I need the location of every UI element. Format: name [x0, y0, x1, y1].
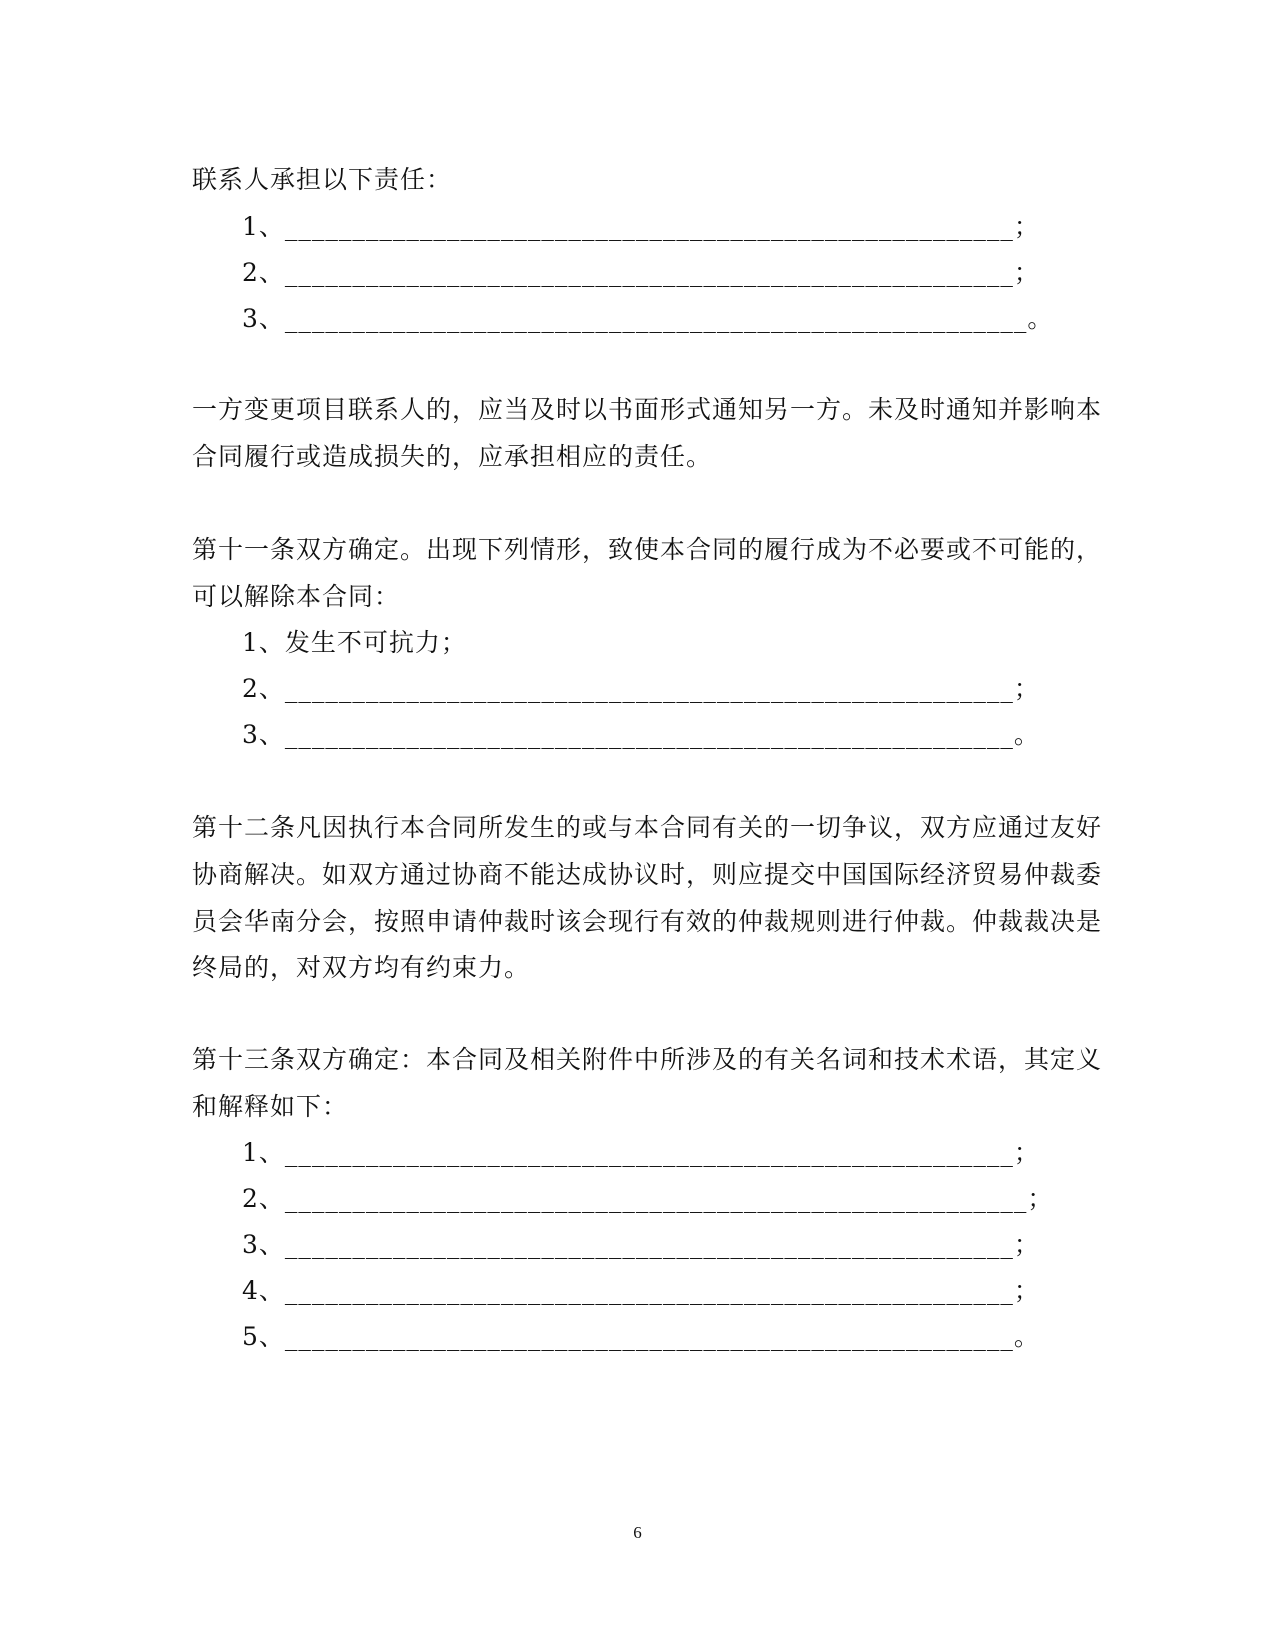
list-item: 5、______________________________________________________。 — [242, 1322, 1040, 1351]
article-13-line: 第十三条双方确定：本合同及相关附件中所涉及的有关名词和技术术语，其定义 — [192, 1045, 1103, 1074]
article-11-line: 可以解除本合同： — [192, 582, 401, 611]
list-item: 1、发生不可抗力； — [242, 628, 467, 657]
list-item: 3、_______________________________________________________。 — [242, 304, 1054, 333]
list-item: 1、______________________________________________________； — [242, 212, 1040, 241]
list-item: 2、______________________________________________________； — [242, 674, 1040, 703]
article-12-line: 员会华南分会，按照申请仲裁时该会现行有效的仲裁规则进行仲裁。仲裁裁决是 — [192, 907, 1103, 936]
page-number: 6 — [633, 1523, 642, 1542]
article-12-line: 协商解决。如双方通过协商不能达成协议时，则应提交中国国际经济贸易仲裁委 — [192, 860, 1103, 889]
article-13-line: 和解释如下： — [192, 1092, 349, 1121]
paragraph-line: 合同履行或造成损失的，应承担相应的责任。 — [192, 442, 713, 471]
article-12-line: 第十二条凡因执行本合同所发生的或与本合同有关的一切争议，双方应通过友好 — [192, 813, 1103, 842]
list-item: 3、______________________________________________________。 — [242, 720, 1040, 749]
list-item: 3、______________________________________________________； — [242, 1230, 1040, 1259]
article-12-line: 终局的，对双方均有约束力。 — [192, 953, 531, 982]
paragraph-line: 一方变更项目联系人的，应当及时以书面形式通知另一方。未及时通知并影响本 — [192, 395, 1103, 424]
list-item: 1、______________________________________________________； — [242, 1138, 1040, 1167]
list-item: 2、_______________________________________________________； — [242, 1184, 1054, 1213]
list-item: 2、______________________________________________________； — [242, 258, 1040, 287]
article-11-line: 第十一条双方确定。出现下列情形，致使本合同的履行成为不必要或不可能的， — [192, 535, 1103, 564]
responsibility-heading: 联系人承担以下责任： — [192, 165, 453, 194]
list-item: 4、______________________________________________________； — [242, 1276, 1040, 1305]
